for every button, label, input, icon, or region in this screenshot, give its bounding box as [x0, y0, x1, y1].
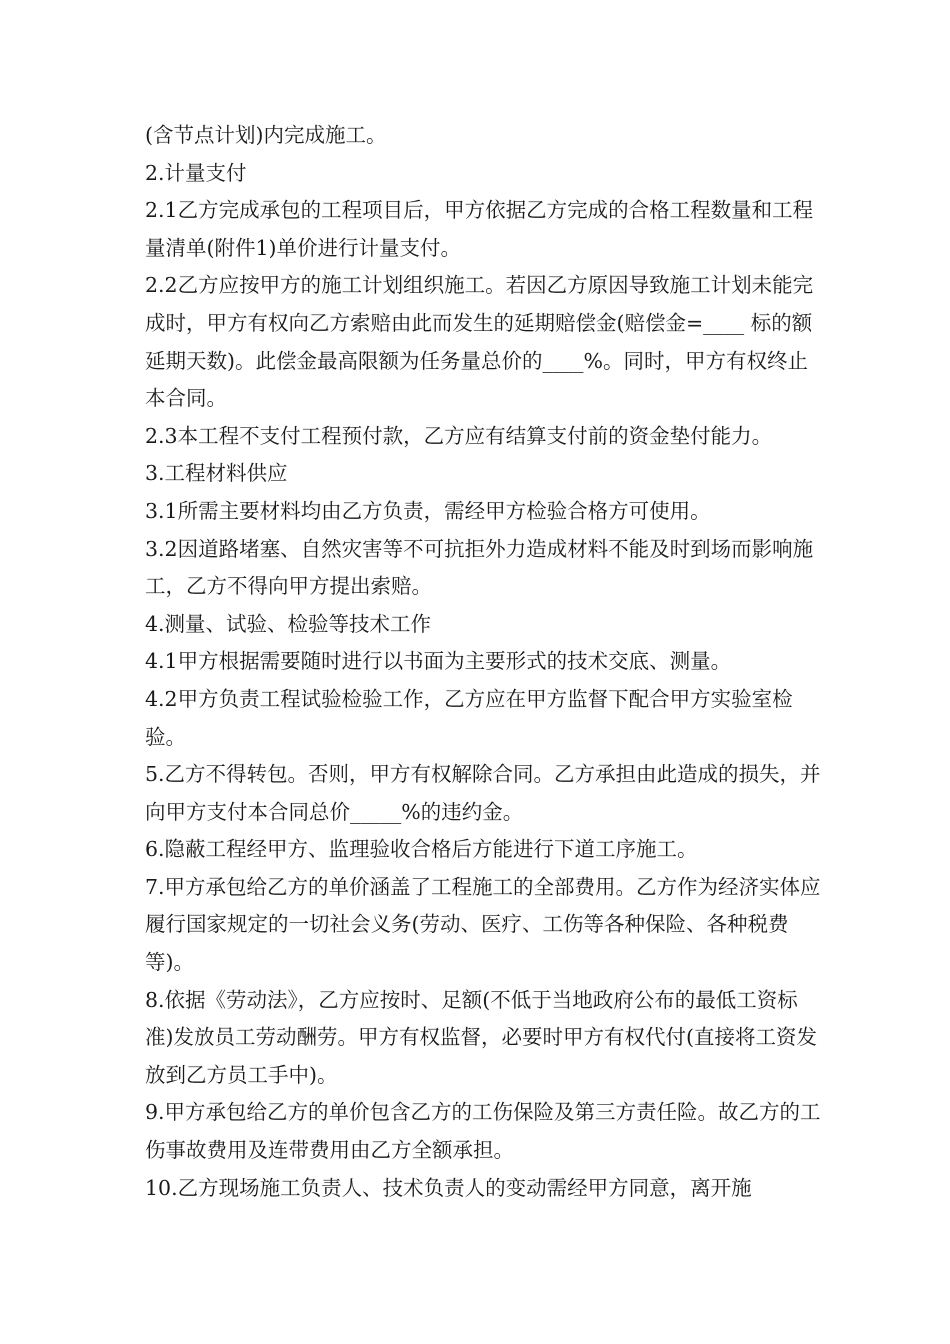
clause-3-2: 3.2因道路堵塞、自然灾害等不可抗拒外力造成材料不能及时到场而影响施工，乙方不得向甲方提出索赔。	[145, 536, 814, 599]
heading-technical-work: 4.测量、试验、检验等技术工作	[145, 611, 432, 636]
clause-4-2: 4.2甲方负责工程试验检验工作，乙方应在甲方监督下配合甲方实验室检验。	[145, 686, 793, 749]
clause-2-2: 2.2乙方应按甲方的施工计划组织施工。若因乙方原因导致施工计划未能完成时，甲方有权向乙方索赔由此而发生的延期赔偿金(赔偿金=____ 标的额 延期天数)。此偿金最高限额为任务量总价的____%。同时，甲方有权终止本合同。	[145, 273, 814, 411]
clause-10: 10.乙方现场施工负责人、技术负责人的变动需经甲方同意，离开施	[145, 1175, 752, 1200]
heading-materials: 3.工程材料供应	[145, 461, 288, 486]
clause-3-1: 3.1所需主要材料均由乙方负责，需经甲方检验合格方可使用。	[145, 498, 711, 523]
clause-9: 9.甲方承包给乙方的单价包含乙方的工伤保险及第三方责任险。故乙方的工伤事故费用及连带费用由乙方全额承担。	[145, 1100, 821, 1163]
clause-4-1: 4.1甲方根据需要随时进行以书面为主要形式的技术交底、测量。	[145, 649, 732, 674]
document-body	[145, 117, 825, 1207]
clause-2-1: 2.1乙方完成承包的工程项目后，甲方依据乙方完成的合格工程数量和工程量清单(附件1)单价进行计量支付。	[145, 198, 814, 260]
clause-5: 5.乙方不得转包。否则，甲方有权解除合同。乙方承担由此造成的损失，并向甲方支付本合同总价_____%的违约金。	[145, 762, 821, 824]
clause-7: 7.甲方承包给乙方的单价涵盖了工程施工的全部费用。乙方作为经济实体应履行国家规定的一切社会义务(劳动、医疗、工伤等各种保险、各种税费等)。	[145, 874, 821, 975]
clause-8: 8.依据《劳动法》，乙方应按时、足额(不低于当地政府公布的最低工资标准)发放员工劳动酬劳。甲方有权监督，必要时甲方有权代付(直接将工资发放到乙方员工手中)。	[145, 987, 817, 1087]
paragraph-schedule-end: (含节点计划)内完成施工。	[145, 123, 387, 147]
heading-payment: 2.计量支付	[145, 160, 247, 185]
clause-2-3: 2.3本工程不支付工程预付款，乙方应有结算支付前的资金垫付能力。	[145, 423, 773, 448]
clause-6: 6.隐蔽工程经甲方、监理验收合格后方能进行下道工序施工。	[145, 837, 698, 862]
